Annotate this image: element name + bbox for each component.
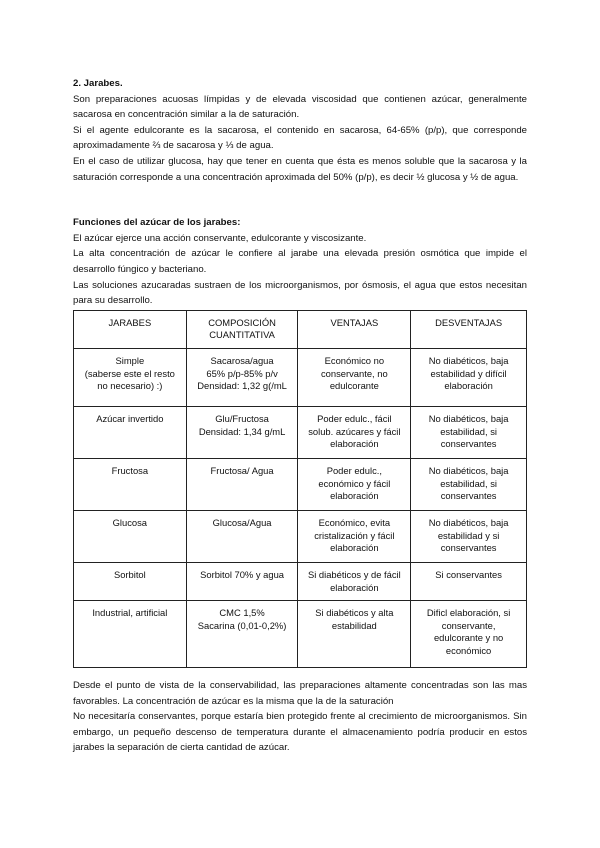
table-cell: No diabéticos, baja estabilidad, si conservantes: [411, 406, 527, 458]
conclusion-paragraph: No necesitaría conservantes, porque estaría bien protegido frente al crecimiento de microorganismos. Sin embargo, un pequeño descenso de temperatura durante el almacenamiento podría producir en estos jarabes la separación de cierta cantidad de azúcar.: [73, 711, 527, 754]
table-cell: No diabéticos, baja estabilidad, si conservantes: [411, 458, 527, 510]
conclusion-paragraph: Desde el punto de vista de la conservabilidad, las preparaciones altamente concentradas son las mas favorables. La concentración de azúcar es la misma que la de la saturación: [73, 680, 527, 707]
section-title: 2. Jarabes.: [73, 78, 123, 89]
table-cell: Sacarosa/agua 65% p/p-85% p/v Densidad: 1,32 g(/mL: [186, 348, 298, 406]
header-cell: JARABES: [74, 310, 187, 348]
table-cell: Glucosa/Agua: [186, 510, 298, 562]
table-cell: Si conservantes: [411, 562, 527, 600]
table-cell: Económico no conservante, no edulcorante: [298, 348, 411, 406]
intro-paragraph: En el caso de utilizar glucosa, hay que tener en cuenta que ésta es menos soluble que la sacarosa y la saturación corresponde a una concentración aproximada del 50% (p/p), es decir ½ glucosa y ½ de agua.: [73, 155, 527, 183]
table-cell: Glucosa: [74, 510, 187, 562]
table-cell: Glu/Fructosa Densidad: 1,34 g/mL: [186, 406, 298, 458]
table-cell: Industrial, artificial: [74, 601, 187, 668]
table-cell: Azúcar invertido: [74, 406, 187, 458]
table-cell: Económico, evita cristalización y fácil elaboración: [298, 510, 411, 562]
table-cell: Sorbitol 70% y agua: [186, 562, 298, 600]
intro-paragraph: Son preparaciones acuosas límpidas y de elevada viscosidad que contienen azúcar, generalmente sacarosa en concentración similar a la de saturación.: [73, 93, 527, 121]
table-row: [74, 562, 527, 600]
table-cell: Dificl elaboración, si conservante, edulcorante y no económico: [411, 601, 527, 668]
intro-paragraph: Si el agente edulcorante es la sacarosa, el contenido en sacarosa, 64-65% (p/p), que corresponde aproximadamente ⅔ de sacarosa y ⅓ de agua.: [73, 124, 527, 152]
table-cell: Fructosa: [74, 458, 187, 510]
table-cell: Si diabéticos y de fácil elaboración: [298, 562, 411, 600]
table-cell: CMC 1,5% Sacarina (0,01-0,2%): [186, 601, 298, 668]
table-cell: Poder edulc., económico y fácil elaboración: [298, 458, 411, 510]
table-row: [74, 406, 527, 458]
header-cell: COMPOSICIÓN CUANTITATIVA: [186, 310, 298, 348]
table-cell: Fructosa/ Agua: [186, 458, 298, 510]
table-row: [74, 458, 527, 510]
table-header-row: [74, 310, 527, 348]
table-cell: Si diabéticos y alta estabilidad: [298, 601, 411, 668]
table-cell: Sorbitol: [74, 562, 187, 600]
table-row: [74, 510, 527, 562]
functions-title: Funciones del azúcar de los jarabes:: [73, 217, 241, 229]
table-cell: No diabéticos, baja estabilidad y si conservantes: [411, 510, 527, 562]
functions-paragraph: El azúcar ejerce una acción conservante, edulcorante y viscosizante.: [73, 232, 367, 244]
table-row: [74, 348, 527, 406]
table-cell: Simple (saberse este el resto no necesario) :): [74, 348, 187, 406]
functions-paragraph: Las soluciones azucaradas sustraen de los microorganismos, por ósmosis, el agua que estos necesitan para su desarrollo.: [73, 279, 527, 307]
document-page: [73, 76, 527, 756]
table-cell: No diabéticos, baja estabilidad y difícil elaboración: [411, 348, 527, 406]
functions-paragraph: La alta concentración de azúcar le confiere al jarabe una elevada presión osmótica que impide el desarrollo fúngico y bacteriano.: [73, 248, 527, 275]
header-cell: DESVENTAJAS: [411, 310, 527, 348]
syrups-table: [73, 310, 527, 668]
table-cell: Poder edulc., fácil solub. azúcares y fácil elaboración: [298, 406, 411, 458]
header-cell: VENTAJAS: [298, 310, 411, 348]
table-row: [74, 601, 527, 668]
